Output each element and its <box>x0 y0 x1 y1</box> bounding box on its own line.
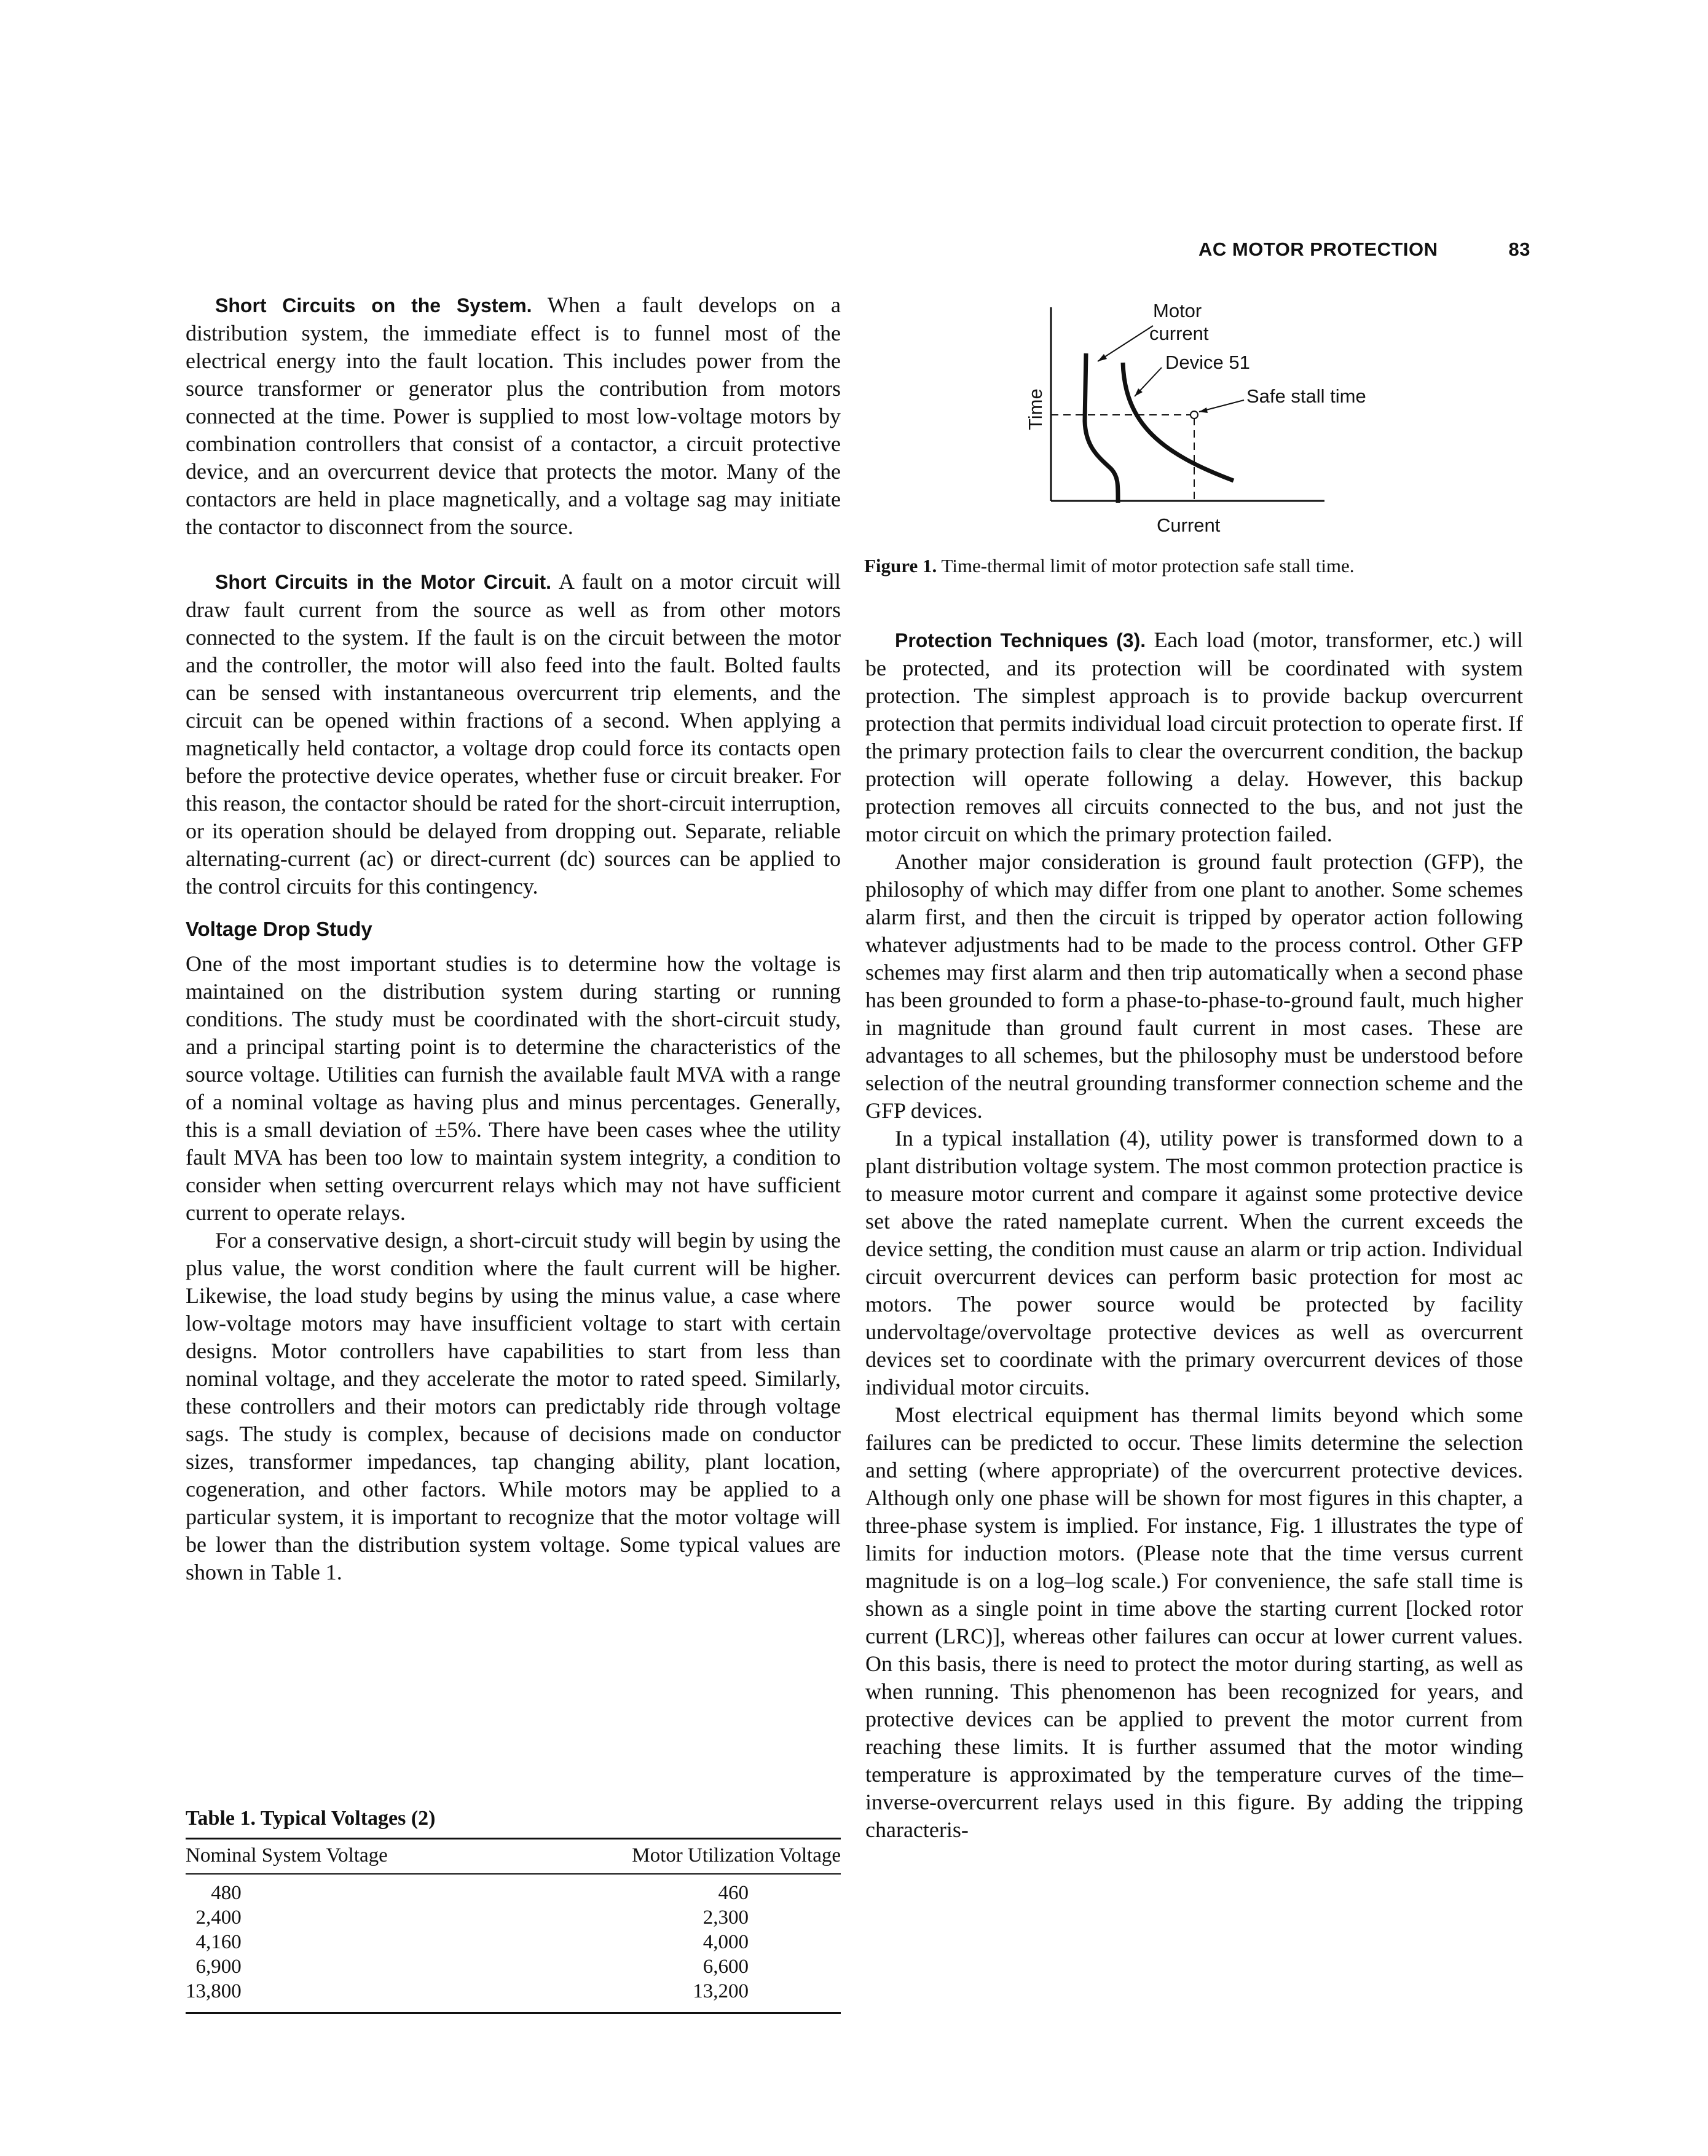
device-51-label: Device 51 <box>1165 352 1250 373</box>
table-cell: 6,600 <box>702 1955 749 1978</box>
figure-1 <box>996 295 1389 553</box>
table-cell: 13,200 <box>693 1980 749 2002</box>
table-cell: 2,400 <box>195 1906 242 1929</box>
arrowhead <box>1098 354 1107 361</box>
motor-current-label-line2: current <box>1149 323 1209 344</box>
figure-1-diagram <box>996 295 1389 553</box>
y-axis-label: Time <box>1025 388 1046 430</box>
safe-stall-point <box>1190 411 1198 419</box>
paragraph-short-circuits-motor <box>186 568 841 900</box>
motor-current-curve <box>1085 353 1118 503</box>
runin-heading: Short Circuits on the System. <box>215 294 532 317</box>
table-body <box>186 1839 841 1873</box>
table-cell: 480 <box>211 1881 242 1904</box>
paragraph: For a conservative design, a short-circuit study will begin by using the plus value, the worst condition where the fault current will be higher. Likewise, the load study begins by using the minus value, a case where low-voltage motors may have insufficient voltage to start with certain designs. Motor controllers have capabilities to start from less than nominal voltage, and they accelerate the motor to rated speed. Similarly, these controllers and their motors can predictably ride through voltage sags. The study is complex, because of decisions made on conductor sizes, transformer impedances, tap changing ability, plant location, cogeneration, and other factors. While motors may be applied to a particular system, it is important to recognize that the motor voltage will be lower than the distribution system voltage. Some typical values are shown in Table 1. <box>186 1228 841 1584</box>
table-cell: 6,900 <box>195 1955 242 1978</box>
table-cell: 13,800 <box>186 1980 242 2002</box>
paragraph-text: A fault on a motor circuit will draw fault current from the source as well as from other motors connected to the system. If the fault is on the circuit between the motor and the controller, the motor will also feed into the fault. Bolted faults can be sensed with instantaneous overcurrent trip elements, and the circuit can be opened within fractions of a second. When applying a magnetically held contactor, a voltage drop could force its contacts open before the protective device operates, whether fuse or circuit breaker. For this reason, the contactor should be rated for the short-circuit interruption, or its operation should be delayed from dropping out. Separate, reliable alternating-current (ac) or direct-current (dc) sources can be applied to the control circuits for this contingency. <box>186 569 841 899</box>
running-title: AC MOTOR PROTECTION <box>1198 238 1438 260</box>
left-column <box>186 291 841 1586</box>
safe-stall-time-label: Safe stall time <box>1246 385 1366 407</box>
device-51-curve <box>1123 363 1234 481</box>
paragraph: One of the most important studies is to determine how the voltage is maintained on the distribution system during starting or running conditions. The study must be coordinated with the short-circuit study, and a principal starting point is to determine the characteristics of the source voltage. Utilities can furnish the available fault MVA with a range of a nominal voltage as having plus and minus percentages. Generally, this is a small deviation of ±5%. There have been cases whee the utility fault MVA has been too low to maintain system integrity, a condition to consider when setting overcurrent relays which may not have sufficient current to operate relays. <box>186 951 841 1225</box>
table-rule <box>186 1873 841 1875</box>
table-cell: 4,000 <box>702 1930 749 1953</box>
table-cell: 2,300 <box>702 1906 749 1929</box>
running-header <box>1198 238 1530 269</box>
table-title: Table 1. Typical Voltages (2) <box>186 1807 436 1830</box>
paragraph-protection-techniques <box>865 626 1523 848</box>
right-column <box>865 626 1523 1844</box>
paragraph: Another major consideration is ground fault protection (GFP), the philosophy of which may differ from one plant to another. Some schemes alarm first, and then the circuit is tripped by operator action following whatever adjustments had to be made to the process control. Other GFP schemes may first alarm and then trip automatically when a second phase has been grounded to form a phase-to-phase-to-ground fault, much higher in magnitude than ground fault current in most cases. These are advantages to all schemes, but the philosophy must be understood before selection of the neutral grounding transformer connection scheme and the GFP devices. <box>865 849 1523 1123</box>
column-header: Motor Utilization Voltage <box>632 1844 841 1867</box>
column-header: Nominal System Voltage <box>186 1844 388 1867</box>
motor-current-label-line1: Motor <box>1153 300 1202 321</box>
paragraph-short-circuits-system <box>186 291 841 541</box>
table-cell: 4,160 <box>195 1930 242 1953</box>
caption-label: Figure 1. <box>864 555 937 576</box>
table-1 <box>186 1807 841 2014</box>
table-rows <box>186 1881 841 2004</box>
table-row <box>186 1881 841 1905</box>
runin-heading: Short Circuits in the Motor Circuit. <box>215 571 552 593</box>
arrowhead <box>1199 407 1208 413</box>
figure-1-caption <box>864 555 1523 577</box>
table-row <box>186 1979 841 2004</box>
runin-heading: Protection Techniques (3). <box>895 629 1146 651</box>
paragraph-text: Each load (motor, transformer, etc.) will be protected, and its protection will be coordinated with system protection. The simplest approach is to provide backup overcurrent protection that permits individual load circuit protection to operate first. If the primary protection fails to clear the overcurrent condition, the backup protection will operate following a delay. However, this backup protection removes all circuits connected to the bus, and not just the motor circuit on which the primary protection failed. <box>865 628 1524 846</box>
motor-current-pointer <box>1098 326 1153 361</box>
page-number: 83 <box>1508 238 1530 260</box>
paragraph-text: When a fault develops on a distribution system, the immediate effect is to funnel most of the electrical energy into the fault location. This includes power from the source transformer or generator plus the contribution from motors connected at the time. Power is supplied to most low-voltage motors by combination controllers that consist of a contactor, a circuit protective device, and an overcurrent device that protects the motor. Many of the contactors are held in place magnetically, and a voltage sag may initiate the contactor to disconnect from the source. <box>186 293 841 539</box>
caption-text: Time-thermal limit of motor protection safe stall time. <box>937 555 1355 576</box>
paragraph: Most electrical equipment has thermal limits beyond which some failures can be predicted to occur. These limits determine the selection and setting (where appropriate) of the overcurrent protective devices. Although only one phase will be shown for most figures in this chapter, a three-phase system is implied. For instance, Fig. 1 illustrates the type of limits for induction motors. (Please note that the time versus current magnitude is on a log–log scale.) For convenience, the safe stall time is shown as a single point in time above the starting current [locked rotor current (LRC)], whereas other failures can occur at lower current values. On this basis, there is need to protect the motor during starting, as well as when running. This phenomenon has been recognized for years, and protective devices can be applied to prevent the motor current from reaching these limits. It is further assumed that the motor winding temperature is approximated by the temperature curves of the time–inverse-overcurrent relays used in this figure. By adding the tripping characteris- <box>865 1403 1523 1842</box>
table-rule <box>186 2012 841 2014</box>
x-axis-label: Current <box>1157 514 1221 536</box>
table-row <box>186 1930 841 1954</box>
table-row <box>186 1905 841 1930</box>
table-row <box>186 1954 841 1979</box>
paragraph: In a typical installation (4), utility power is transformed down to a plant distribution voltage system. The most common protection practice is to measure motor current and compare it against some protective device set above the rated nameplate current. When the current exceeds the device setting, the condition must cause an alarm or trip action. Individual circuit overcurrent devices can perform basic protection for most ac motors. The power source would be protected by facility undervoltage/overvoltage protective devices as well as overcurrent devices set to coordinate with the primary overcurrent devices of those individual motor circuits. <box>865 1126 1523 1399</box>
section-heading: Voltage Drop Study <box>186 918 372 940</box>
table-cell: 460 <box>718 1881 749 1904</box>
